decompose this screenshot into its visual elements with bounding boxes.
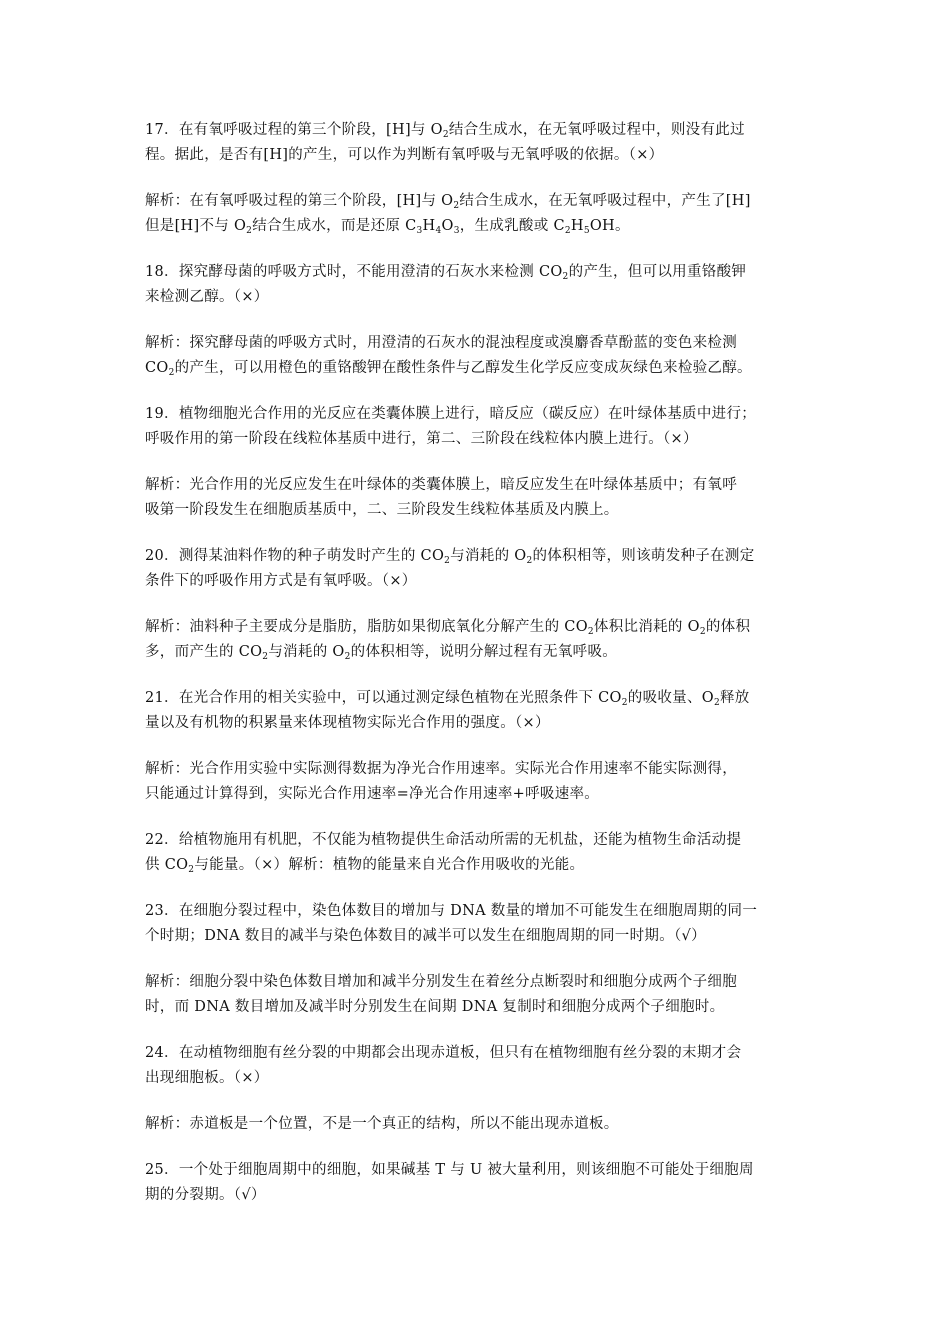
- text-line: 解析：赤道板是一个位置，不是一个真正的结构，所以不能出现赤道板。: [145, 1116, 619, 1132]
- explanation-24: [145, 1112, 810, 1137]
- text-line: 解析：油料种子主要成分是脂肪，脂肪如果彻底氧化分解产生的 $CO_2$体积比消耗的 $O_2$的体积: [145, 619, 751, 637]
- question-20: [145, 544, 810, 594]
- explanation-20: [145, 615, 810, 665]
- explanation-18: [145, 331, 810, 381]
- text-line: 时，而 DNA 数目增加及减半时分别发生在间期 DNA 复制时和细胞分成两个子细胞时。: [145, 999, 725, 1015]
- text-line: 23．在细胞分裂过程中，染色体数目的增加与 DNA 数量的增加不可能发生在细胞周期的同一: [145, 903, 758, 919]
- text-line: 个时期；DNA 数目的减半与染色体数目的减半可以发生在细胞周期的同一时期。（√）: [145, 928, 706, 944]
- text-line: 程。据此，是否有[H]的产生，可以作为判断有氧呼吸与无氧呼吸的依据。（×）: [145, 147, 664, 163]
- question-21: [145, 686, 810, 736]
- text-line: 只能通过计算得到，实际光合作用速率=净光合作用速率+呼吸速率。: [145, 786, 600, 802]
- text-line: 条件下的呼吸作用方式是有氧呼吸。（×）: [145, 573, 417, 589]
- text-line: 量以及有机物的积累量来体现植物实际光合作用的强度。（×）: [145, 715, 550, 731]
- text-line: 多，而产生的 $CO_2$与消耗的 $O_2$的体积相等，说明分解过程有无氧呼吸。: [145, 644, 618, 662]
- text-line: 22．给植物施用有机肥，不仅能为植物提供生命活动所需的无机盐，还能为植物生命活动提: [145, 832, 742, 848]
- text-line: 17．在有氧呼吸过程的第三个阶段，[H]与 $O_2$结合生成水，在无氧呼吸过程中，则没有此过: [145, 122, 745, 140]
- text-line: 期的分裂期。（√）: [145, 1187, 266, 1203]
- text-line: $CO_2$的产生，可以用橙色的重铬酸钾在酸性条件与乙醇发生化学反应变成灰绿色来检验乙醇。: [145, 360, 752, 378]
- text-line: 解析：探究酵母菌的呼吸方式时，用澄清的石灰水的混浊程度或溴麝香草酚蓝的变色来检测: [145, 335, 737, 351]
- question-25: [145, 1158, 810, 1208]
- text-line: 解析：光合作用的光反应发生在叶绿体的类囊体膜上，暗反应发生在叶绿体基质中；有氧呼: [145, 477, 737, 493]
- explanation-19: [145, 473, 810, 523]
- text-line: 吸第一阶段发生在细胞质基质中，二、三阶段发生线粒体基质及内膜上。: [145, 502, 619, 518]
- question-17: [145, 118, 810, 168]
- text-line: 25．一个处于细胞周期中的细胞，如果碱基 T 与 U 被大量利用，则该细胞不可能处于细胞周: [145, 1162, 754, 1178]
- question-24: [145, 1041, 810, 1091]
- text-line: 供 $CO_2$与能量。（×）解析：植物的能量来自光合作用吸收的光能。: [145, 857, 585, 875]
- text-line: 来检测乙醇。（×）: [145, 289, 269, 305]
- text-line: 解析：光合作用实验中实际测得数据为净光合作用速率。实际光合作用速率不能实际测得，: [145, 761, 737, 777]
- question-22: [145, 828, 810, 878]
- text-line: 呼吸作用的第一阶段在线粒体基质中进行，第二、三阶段在线粒体内膜上进行。（×）: [145, 431, 698, 447]
- question-18: [145, 260, 810, 310]
- text-line: 解析：在有氧呼吸过程的第三个阶段，[H]与 $O_2$结合生成水，在无氧呼吸过程中，产生了[H]: [145, 193, 751, 211]
- text-line: 24．在动植物细胞有丝分裂的中期都会出现赤道板，但只有在植物细胞有丝分裂的末期才会: [145, 1045, 742, 1061]
- explanation-21: [145, 757, 810, 807]
- text-line: 出现细胞板。（×）: [145, 1070, 269, 1086]
- explanation-17: [145, 189, 810, 239]
- question-23: [145, 899, 810, 949]
- question-19: [145, 402, 810, 452]
- text-line: 18．探究酵母菌的呼吸方式时，不能用澄清的石灰水来检测 $CO_2$的产生，但可以用重铬酸钾: [145, 264, 747, 282]
- text-line: 21．在光合作用的相关实验中，可以通过测定绿色植物在光照条件下 $CO_2$的吸收量、$O_2$释放: [145, 690, 750, 708]
- text-line: 解析：细胞分裂中染色体数目增加和减半分别发生在着丝分点断裂时和细胞分成两个子细胞: [145, 974, 737, 990]
- explanation-23: [145, 970, 810, 1020]
- text-line: 19．植物细胞光合作用的光反应在类囊体膜上进行，暗反应（碳反应）在叶绿体基质中进行；: [145, 406, 757, 422]
- text-line: 但是[H]不与 $O_2$结合生成水，而是还原 $C_3H_4O_3$，生成乳酸或 $C_2H_5OH$。: [145, 218, 630, 236]
- text-line: 20．测得某油料作物的种子萌发时产生的 $CO_2$与消耗的 $O_2$的体积相等，则该萌发种子在测定: [145, 548, 755, 566]
